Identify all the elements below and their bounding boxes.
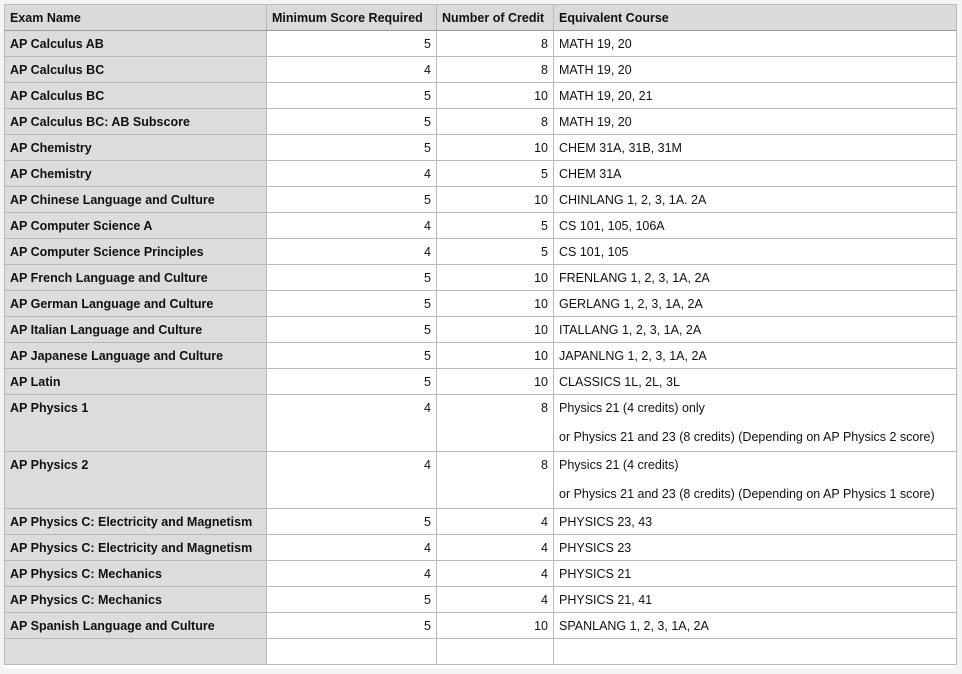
- min-score-cell[interactable]: 4: [267, 57, 437, 83]
- course-cell[interactable]: MATH 19, 20: [554, 57, 957, 83]
- exam-name-cell[interactable]: AP Physics C: Mechanics: [5, 561, 267, 587]
- credits-cell[interactable]: 8: [437, 31, 554, 57]
- empty-cell[interactable]: [554, 639, 957, 665]
- course-cell[interactable]: CHINLANG 1, 2, 3, 1A. 2A: [554, 187, 957, 213]
- min-score-cell[interactable]: 4: [267, 161, 437, 187]
- table-row: [5, 613, 957, 639]
- credits-cell[interactable]: 4: [437, 587, 554, 613]
- course-cell[interactable]: GERLANG 1, 2, 3, 1A, 2A: [554, 291, 957, 317]
- empty-cell[interactable]: [437, 639, 554, 665]
- course-cell[interactable]: PHYSICS 21, 41: [554, 587, 957, 613]
- table-row: [5, 561, 957, 587]
- min-score-cell[interactable]: 5: [267, 83, 437, 109]
- header-row: [5, 5, 957, 31]
- table-row: [5, 239, 957, 265]
- table-row: [5, 31, 957, 57]
- exam-name-cell[interactable]: AP Physics C: Electricity and Magnetism: [5, 535, 267, 561]
- course-cell[interactable]: [554, 452, 957, 509]
- credits-cell[interactable]: 10: [437, 291, 554, 317]
- table-row: [5, 343, 957, 369]
- course-cell[interactable]: SPANLANG 1, 2, 3, 1A, 2A: [554, 613, 957, 639]
- course-line-2: or Physics 21 and 23 (8 credits) (Depending on AP Physics 1 score): [559, 487, 935, 501]
- min-score-cell[interactable]: 5: [267, 291, 437, 317]
- exam-name-cell[interactable]: AP Chemistry: [5, 135, 267, 161]
- empty-row: [5, 639, 957, 665]
- course-cell[interactable]: CS 101, 105: [554, 239, 957, 265]
- min-score-cell[interactable]: 5: [267, 509, 437, 535]
- course-line: Physics 21 (4 credits) only: [559, 401, 705, 415]
- table-row: [5, 135, 957, 161]
- credits-cell[interactable]: 5: [437, 161, 554, 187]
- course-cell[interactable]: ITALLANG 1, 2, 3, 1A, 2A: [554, 317, 957, 343]
- course-cell[interactable]: CHEM 31A: [554, 161, 957, 187]
- credits-cell[interactable]: 10: [437, 369, 554, 395]
- credits-cell[interactable]: 10: [437, 187, 554, 213]
- exam-name-cell[interactable]: AP Calculus BC: [5, 57, 267, 83]
- exam-name-cell[interactable]: AP Physics C: Mechanics: [5, 587, 267, 613]
- credits-cell[interactable]: 10: [437, 265, 554, 291]
- min-score-cell[interactable]: 5: [267, 109, 437, 135]
- ap-credit-table: [4, 4, 957, 665]
- table-row: [5, 369, 957, 395]
- credits-cell[interactable]: 10: [437, 83, 554, 109]
- header-credits[interactable]: Number of Credit: [437, 5, 554, 31]
- table-row: [5, 452, 957, 509]
- credits-cell[interactable]: 4: [437, 509, 554, 535]
- exam-name-cell[interactable]: AP Latin: [5, 369, 267, 395]
- credits-cell[interactable]: 4: [437, 561, 554, 587]
- course-cell[interactable]: PHYSICS 23: [554, 535, 957, 561]
- course-cell[interactable]: PHYSICS 21: [554, 561, 957, 587]
- exam-name-cell[interactable]: AP Computer Science A: [5, 213, 267, 239]
- course-cell[interactable]: FRENLANG 1, 2, 3, 1A, 2A: [554, 265, 957, 291]
- exam-name-cell[interactable]: AP Calculus AB: [5, 31, 267, 57]
- credits-cell[interactable]: 5: [437, 239, 554, 265]
- course-cell[interactable]: MATH 19, 20: [554, 109, 957, 135]
- credits-cell[interactable]: 10: [437, 343, 554, 369]
- credits-cell[interactable]: 8: [437, 395, 554, 452]
- exam-name-cell[interactable]: AP Spanish Language and Culture: [5, 613, 267, 639]
- exam-name-cell[interactable]: AP Computer Science Principles: [5, 239, 267, 265]
- min-score-cell[interactable]: 5: [267, 343, 437, 369]
- exam-name-cell[interactable]: AP German Language and Culture: [5, 291, 267, 317]
- exam-name-cell[interactable]: AP Chemistry: [5, 161, 267, 187]
- empty-cell[interactable]: [267, 639, 437, 665]
- credits-cell[interactable]: 8: [437, 109, 554, 135]
- table-row: [5, 587, 957, 613]
- min-score-cell[interactable]: 5: [267, 31, 437, 57]
- table-row: [5, 535, 957, 561]
- exam-name-cell[interactable]: AP Physics 2: [5, 452, 267, 509]
- course-cell[interactable]: [554, 395, 957, 452]
- table-row: [5, 509, 957, 535]
- header-min-score[interactable]: Minimum Score Required: [267, 5, 437, 31]
- min-score-cell[interactable]: 4: [267, 213, 437, 239]
- min-score-cell[interactable]: 4: [267, 452, 437, 509]
- credits-cell[interactable]: 8: [437, 452, 554, 509]
- course-cell[interactable]: PHYSICS 23, 43: [554, 509, 957, 535]
- course-cell[interactable]: JAPANLNG 1, 2, 3, 1A, 2A: [554, 343, 957, 369]
- min-score-cell[interactable]: 5: [267, 187, 437, 213]
- exam-name-cell[interactable]: AP Chinese Language and Culture: [5, 187, 267, 213]
- credits-cell[interactable]: 10: [437, 135, 554, 161]
- table-body: [5, 31, 957, 665]
- exam-name-cell[interactable]: AP Italian Language and Culture: [5, 317, 267, 343]
- min-score-cell[interactable]: 5: [267, 265, 437, 291]
- credits-cell[interactable]: 4: [437, 535, 554, 561]
- spreadsheet: [4, 4, 956, 668]
- table-row: [5, 213, 957, 239]
- exam-name-cell[interactable]: AP Physics C: Electricity and Magnetism: [5, 509, 267, 535]
- credits-cell[interactable]: 10: [437, 317, 554, 343]
- table-row: [5, 187, 957, 213]
- table-row: [5, 317, 957, 343]
- course-line-2: or Physics 21 and 23 (8 credits) (Depending on AP Physics 2 score): [559, 430, 935, 444]
- course-cell[interactable]: MATH 19, 20: [554, 31, 957, 57]
- header-exam-name[interactable]: Exam Name: [5, 5, 267, 31]
- course-cell[interactable]: CLASSICS 1L, 2L, 3L: [554, 369, 957, 395]
- course-cell[interactable]: CHEM 31A, 31B, 31M: [554, 135, 957, 161]
- table-row: [5, 83, 957, 109]
- exam-name-cell[interactable]: AP Calculus BC: AB Subscore: [5, 109, 267, 135]
- min-score-cell[interactable]: 5: [267, 613, 437, 639]
- empty-cell[interactable]: [5, 639, 267, 665]
- min-score-cell[interactable]: 5: [267, 369, 437, 395]
- min-score-cell[interactable]: 4: [267, 395, 437, 452]
- min-score-cell[interactable]: 4: [267, 535, 437, 561]
- credits-cell[interactable]: 8: [437, 57, 554, 83]
- credits-cell[interactable]: 10: [437, 613, 554, 639]
- table-row: [5, 109, 957, 135]
- course-cell[interactable]: MATH 19, 20, 21: [554, 83, 957, 109]
- table-row: [5, 265, 957, 291]
- exam-name-cell[interactable]: AP Japanese Language and Culture: [5, 343, 267, 369]
- table-row: [5, 291, 957, 317]
- course-line: Physics 21 (4 credits): [559, 458, 679, 472]
- exam-name-cell[interactable]: AP French Language and Culture: [5, 265, 267, 291]
- min-score-cell[interactable]: 5: [267, 587, 437, 613]
- exam-name-cell[interactable]: AP Calculus BC: [5, 83, 267, 109]
- table-row: [5, 161, 957, 187]
- exam-name-cell[interactable]: AP Physics 1: [5, 395, 267, 452]
- course-cell[interactable]: CS 101, 105, 106A: [554, 213, 957, 239]
- min-score-cell[interactable]: 5: [267, 317, 437, 343]
- credits-cell[interactable]: 5: [437, 213, 554, 239]
- table-row: [5, 57, 957, 83]
- min-score-cell[interactable]: 4: [267, 239, 437, 265]
- table-row: [5, 395, 957, 452]
- header-course[interactable]: Equivalent Course: [554, 5, 957, 31]
- min-score-cell[interactable]: 4: [267, 561, 437, 587]
- min-score-cell[interactable]: 5: [267, 135, 437, 161]
